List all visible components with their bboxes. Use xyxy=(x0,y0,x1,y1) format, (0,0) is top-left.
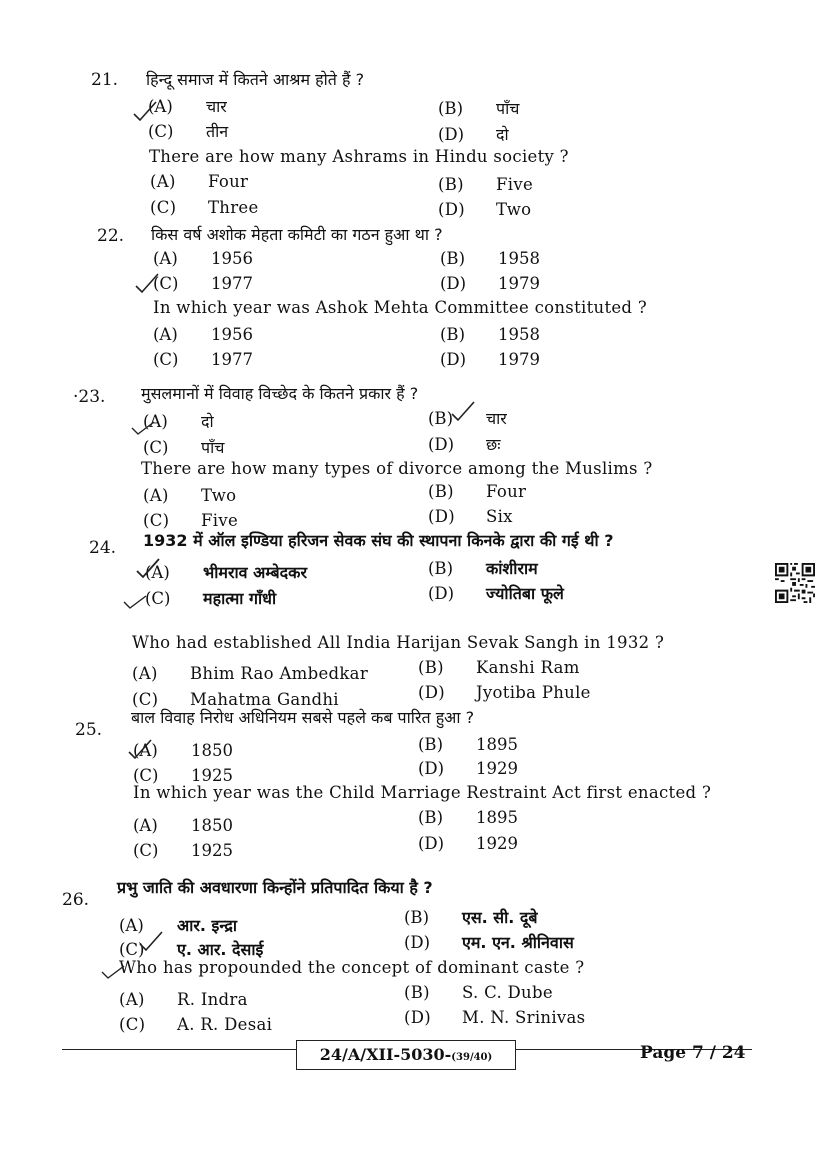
question-number: 22. xyxy=(97,226,125,246)
option-c-english: (C) Mahatma Gandhi xyxy=(132,690,339,709)
option-c-hindi: (C) पाँच xyxy=(143,438,225,457)
option-d-hindi: (D) छः xyxy=(428,435,501,454)
option-b-english: (B) S. C. Dube xyxy=(404,983,553,1002)
question-text-hindi: बाल विवाह निरोध अधिनियम सबसे पहले कब पारित हुआ ? xyxy=(131,708,475,727)
option-d-english: (D) M. N. Srinivas xyxy=(404,1008,586,1027)
option-b-english: (B) 1958 xyxy=(440,325,540,344)
option-b-english: (B) 1895 xyxy=(418,808,518,827)
option-d-hindi: (D) दो xyxy=(438,125,509,144)
option-d-hindi: (D) 1929 xyxy=(418,759,518,778)
option-b-english: (B) Five xyxy=(438,175,534,194)
question-text-hindi: 1932 में ऑल इण्डिया हरिजन सेवक संघ की स्थापना किनके द्वारा की गई थी ? xyxy=(143,531,614,550)
question-text-english: Who had established All India Harijan Sevak Sangh in 1932 ? xyxy=(132,633,665,652)
question-number: 21. xyxy=(91,70,119,90)
option-d-english: (D) Six xyxy=(428,507,513,526)
option-d-english: (D) Two xyxy=(438,200,532,219)
option-c-hindi: (C) 1977 xyxy=(153,274,253,293)
option-a-english: (A) Four xyxy=(150,172,249,191)
option-b-hindi: (B) 1958 xyxy=(440,249,540,268)
question-text-english: There are how many types of divorce among the Muslims ? xyxy=(141,459,653,478)
option-a-english: (A) 1850 xyxy=(133,816,233,835)
option-c-hindi: (C) ए. आर. देसाई xyxy=(119,940,264,959)
qr-code-icon xyxy=(775,563,815,603)
option-a-english: (A) Bhim Rao Ambedkar xyxy=(132,664,369,683)
option-a-hindi: (A) आर. इन्द्रा xyxy=(119,916,237,935)
paper-code: 24/A/XII-5030-(39/40) xyxy=(296,1040,516,1070)
option-c-hindi: (C) महात्मा गाँधी xyxy=(145,589,277,608)
option-b-hindi: (B) चार xyxy=(428,409,507,428)
option-a-english: (A) R. Indra xyxy=(119,990,248,1009)
option-a-hindi: (A) दो xyxy=(143,412,214,431)
question-text-english: In which year was the Child Marriage Restraint Act first enacted ? xyxy=(133,783,712,802)
option-b-english: (B) Kanshi Ram xyxy=(418,658,580,677)
page-number: Page 7 / 24 xyxy=(640,1043,746,1063)
option-c-english: (C) 1977 xyxy=(153,350,253,369)
option-c-english: (C) Three xyxy=(150,198,259,217)
option-c-hindi: (C) 1925 xyxy=(133,766,233,785)
question-text-english: There are how many Ashrams in Hindu society ? xyxy=(149,147,569,166)
option-b-hindi: (B) एस. सी. दूबे xyxy=(404,908,538,927)
option-c-english: (C) A. R. Desai xyxy=(119,1015,273,1034)
option-a-english: (A) 1956 xyxy=(153,325,253,344)
option-b-hindi: (B) कांशीराम xyxy=(428,559,538,578)
option-d-english: (D) 1929 xyxy=(418,834,518,853)
option-a-hindi: (A) भीमराव अम्बेदकर xyxy=(145,563,308,582)
option-b-hindi: (B) पाँच xyxy=(438,99,520,118)
option-d-hindi: (D) 1979 xyxy=(440,274,540,293)
question-text-english: In which year was Ashok Mehta Committee constituted ? xyxy=(153,298,647,317)
question-text-hindi: किस वर्ष अशोक मेहता कमिटी का गठन हुआ था ? xyxy=(151,225,443,244)
question-number: 26. xyxy=(62,890,90,910)
question-text-english: Who has propounded the concept of dominant caste ? xyxy=(119,958,585,977)
option-b-hindi: (B) 1895 xyxy=(418,735,518,754)
option-d-english: (D) 1979 xyxy=(440,350,540,369)
option-c-hindi: (C) तीन xyxy=(148,122,229,141)
question-number: ·23. xyxy=(73,387,106,407)
question-number: 24. xyxy=(89,538,117,558)
option-b-english: (B) Four xyxy=(428,482,527,501)
option-c-english: (C) Five xyxy=(143,511,239,530)
question-text-hindi: प्रभु जाति की अवधारणा किन्होंने प्रतिपादित किया है ? xyxy=(117,878,433,897)
option-d-english: (D) Jyotiba Phule xyxy=(418,683,591,702)
option-a-english: (A) Two xyxy=(143,486,237,505)
option-a-hindi: (A) चार xyxy=(148,97,227,116)
option-c-english: (C) 1925 xyxy=(133,841,233,860)
option-d-hindi: (D) ज्योतिबा फूले xyxy=(428,584,564,603)
option-a-hindi: (A) 1956 xyxy=(153,249,253,268)
question-text-hindi: मुसलमानों में विवाह विच्छेद के कितने प्रकार हैं ? xyxy=(141,384,419,403)
question-number: 25. xyxy=(75,720,103,740)
question-text-hindi: हिन्दू समाज में कितने आश्रम होते हैं ? xyxy=(146,70,365,89)
option-a-hindi: (A) 1850 xyxy=(133,741,233,760)
option-d-hindi: (D) एम. एन. श्रीनिवास xyxy=(404,933,574,952)
